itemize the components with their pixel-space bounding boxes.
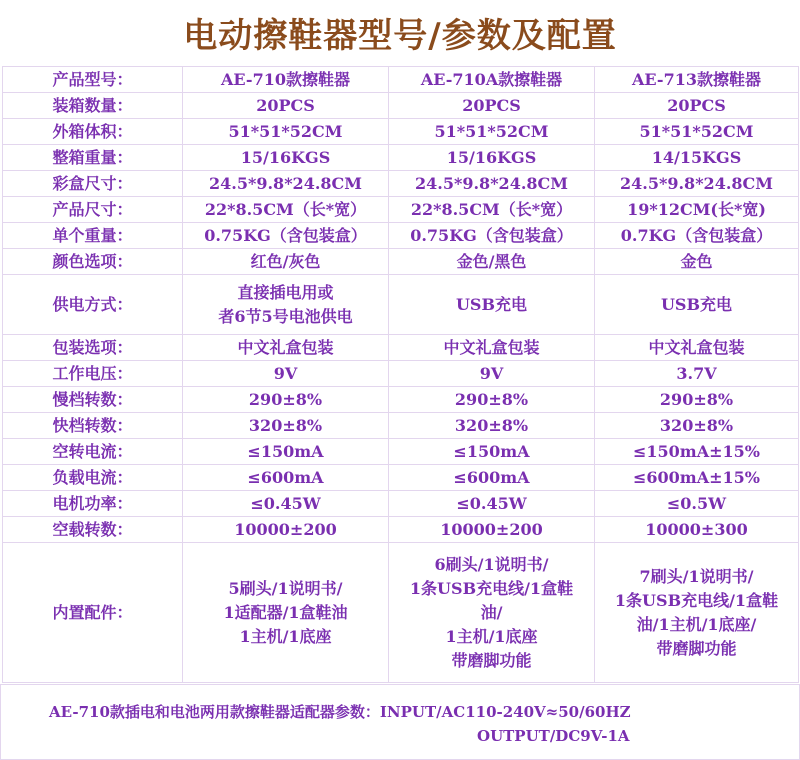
table-row	[3, 145, 799, 171]
table-row	[3, 223, 799, 249]
cell-line: 1条USB充电线/1盒鞋	[409, 578, 574, 598]
cell	[183, 543, 389, 683]
cell: 20PCS	[183, 93, 389, 119]
row-label: 空转电流：	[3, 439, 183, 465]
table-row	[3, 171, 799, 197]
row-label: 装箱数量：	[3, 93, 183, 119]
cell-line: 直接插电用或	[237, 282, 334, 302]
table-row	[3, 439, 799, 465]
adapter-footer	[0, 684, 800, 760]
table-row	[3, 197, 799, 223]
cell: 290±8%	[389, 387, 595, 413]
row-label: 产品型号：	[3, 67, 183, 93]
cell-line: 油/1主机/1底座/	[636, 614, 757, 634]
cell: 金色	[595, 249, 799, 275]
row-label: 快档转数：	[3, 413, 183, 439]
cell: ≤600mA	[183, 465, 389, 491]
cell: 51*51*52CM	[183, 119, 389, 145]
page-title: 电动擦鞋器型号/参数及配置	[183, 16, 617, 56]
cell: 红色/灰色	[183, 249, 389, 275]
table-row	[3, 491, 799, 517]
cell-line: 7刷头/1说明书/	[639, 566, 754, 586]
cell: 290±8%	[595, 387, 799, 413]
table-row	[3, 361, 799, 387]
cell-line: 油/	[480, 602, 503, 622]
row-label: 负载电流：	[3, 465, 183, 491]
cell: 22*8.5CM（长*宽）	[389, 197, 595, 223]
row-label: 单个重量：	[3, 223, 183, 249]
cell: 320±8%	[389, 413, 595, 439]
table-row	[3, 275, 799, 335]
column-header: AE-710A款擦鞋器	[389, 67, 595, 93]
cell: ≤600mA±15%	[595, 465, 799, 491]
cell	[595, 543, 799, 683]
cell: 10000±200	[183, 517, 389, 543]
row-label: 电机功率：	[3, 491, 183, 517]
table-row	[3, 465, 799, 491]
cell: 22*8.5CM（长*宽）	[183, 197, 389, 223]
cell: 0.75KG（含包装盒）	[183, 223, 389, 249]
cell: 24.5*9.8*24.8CM	[389, 171, 595, 197]
footer-line-output: OUTPUT/DC9V-1A	[477, 727, 630, 745]
table-row	[3, 119, 799, 145]
column-header: AE-710款擦鞋器	[183, 67, 389, 93]
cell: 290±8%	[183, 387, 389, 413]
cell: 3.7V	[595, 361, 799, 387]
spec-table	[2, 66, 799, 683]
cell: 9V	[183, 361, 389, 387]
table-row	[3, 335, 799, 361]
cell: 14/15KGS	[595, 145, 799, 171]
cell-line: 1条USB充电线/1盒鞋	[614, 590, 779, 610]
cell-line: 1主机/1底座	[445, 626, 538, 646]
cell: 中文礼盒包装	[183, 335, 389, 361]
cell	[183, 275, 389, 335]
row-label: 空载转数：	[3, 517, 183, 543]
cell: 中文礼盒包装	[595, 335, 799, 361]
table-row	[3, 387, 799, 413]
cell	[389, 543, 595, 683]
cell: USB充电	[595, 275, 799, 335]
cell: 320±8%	[183, 413, 389, 439]
cell-line: 1适配器/1盒鞋油	[223, 602, 348, 622]
cell: 15/16KGS	[183, 145, 389, 171]
cell-line: 5刷头/1说明书/	[228, 578, 343, 598]
cell: 中文礼盒包装	[389, 335, 595, 361]
cell: 19*12CM(长*宽)	[595, 197, 799, 223]
row-label: 整箱重量：	[3, 145, 183, 171]
cell: 15/16KGS	[389, 145, 595, 171]
cell: ≤150mA±15%	[595, 439, 799, 465]
column-header: AE-713款擦鞋器	[595, 67, 799, 93]
row-label: 颜色选项：	[3, 249, 183, 275]
cell: 24.5*9.8*24.8CM	[595, 171, 799, 197]
cell-line: 者6节5号电池供电	[218, 306, 353, 326]
cell: 51*51*52CM	[389, 119, 595, 145]
cell: 金色/黑色	[389, 249, 595, 275]
cell: 0.75KG（含包装盒）	[389, 223, 595, 249]
table-row	[3, 93, 799, 119]
cell-line: 6刷头/1说明书/	[434, 554, 549, 574]
row-label: 工作电压：	[3, 361, 183, 387]
table-row	[3, 543, 799, 683]
cell: 10000±300	[595, 517, 799, 543]
row-label: 外箱体积：	[3, 119, 183, 145]
cell: 20PCS	[389, 93, 595, 119]
cell: ≤0.45W	[183, 491, 389, 517]
cell: 320±8%	[595, 413, 799, 439]
cell-line: 带磨脚功能	[656, 638, 737, 658]
row-label: 包装选项：	[3, 335, 183, 361]
cell: 0.7KG（含包装盒）	[595, 223, 799, 249]
cell: ≤0.5W	[595, 491, 799, 517]
table-row	[3, 517, 799, 543]
cell: 10000±200	[389, 517, 595, 543]
row-label: 内置配件：	[3, 543, 183, 683]
cell: 20PCS	[595, 93, 799, 119]
cell: 51*51*52CM	[595, 119, 799, 145]
cell-line: 1主机/1底座	[239, 626, 332, 646]
cell: ≤600mA	[389, 465, 595, 491]
cell: ≤150mA	[389, 439, 595, 465]
cell: USB充电	[389, 275, 595, 335]
row-label: 彩盒尺寸：	[3, 171, 183, 197]
cell-line: 带磨脚功能	[451, 650, 532, 670]
cell: ≤0.45W	[389, 491, 595, 517]
cell: ≤150mA	[183, 439, 389, 465]
row-label: 慢档转数：	[3, 387, 183, 413]
row-label: 产品尺寸：	[3, 197, 183, 223]
footer-line-input: AE-710款插电和电池两用款擦鞋器适配器参数：INPUT/AC110-240V≈50/60HZ	[49, 703, 631, 721]
table-row	[3, 413, 799, 439]
cell: 9V	[389, 361, 595, 387]
row-label: 供电方式：	[3, 275, 183, 335]
table-row	[3, 249, 799, 275]
cell: 24.5*9.8*24.8CM	[183, 171, 389, 197]
table-row	[3, 67, 799, 93]
